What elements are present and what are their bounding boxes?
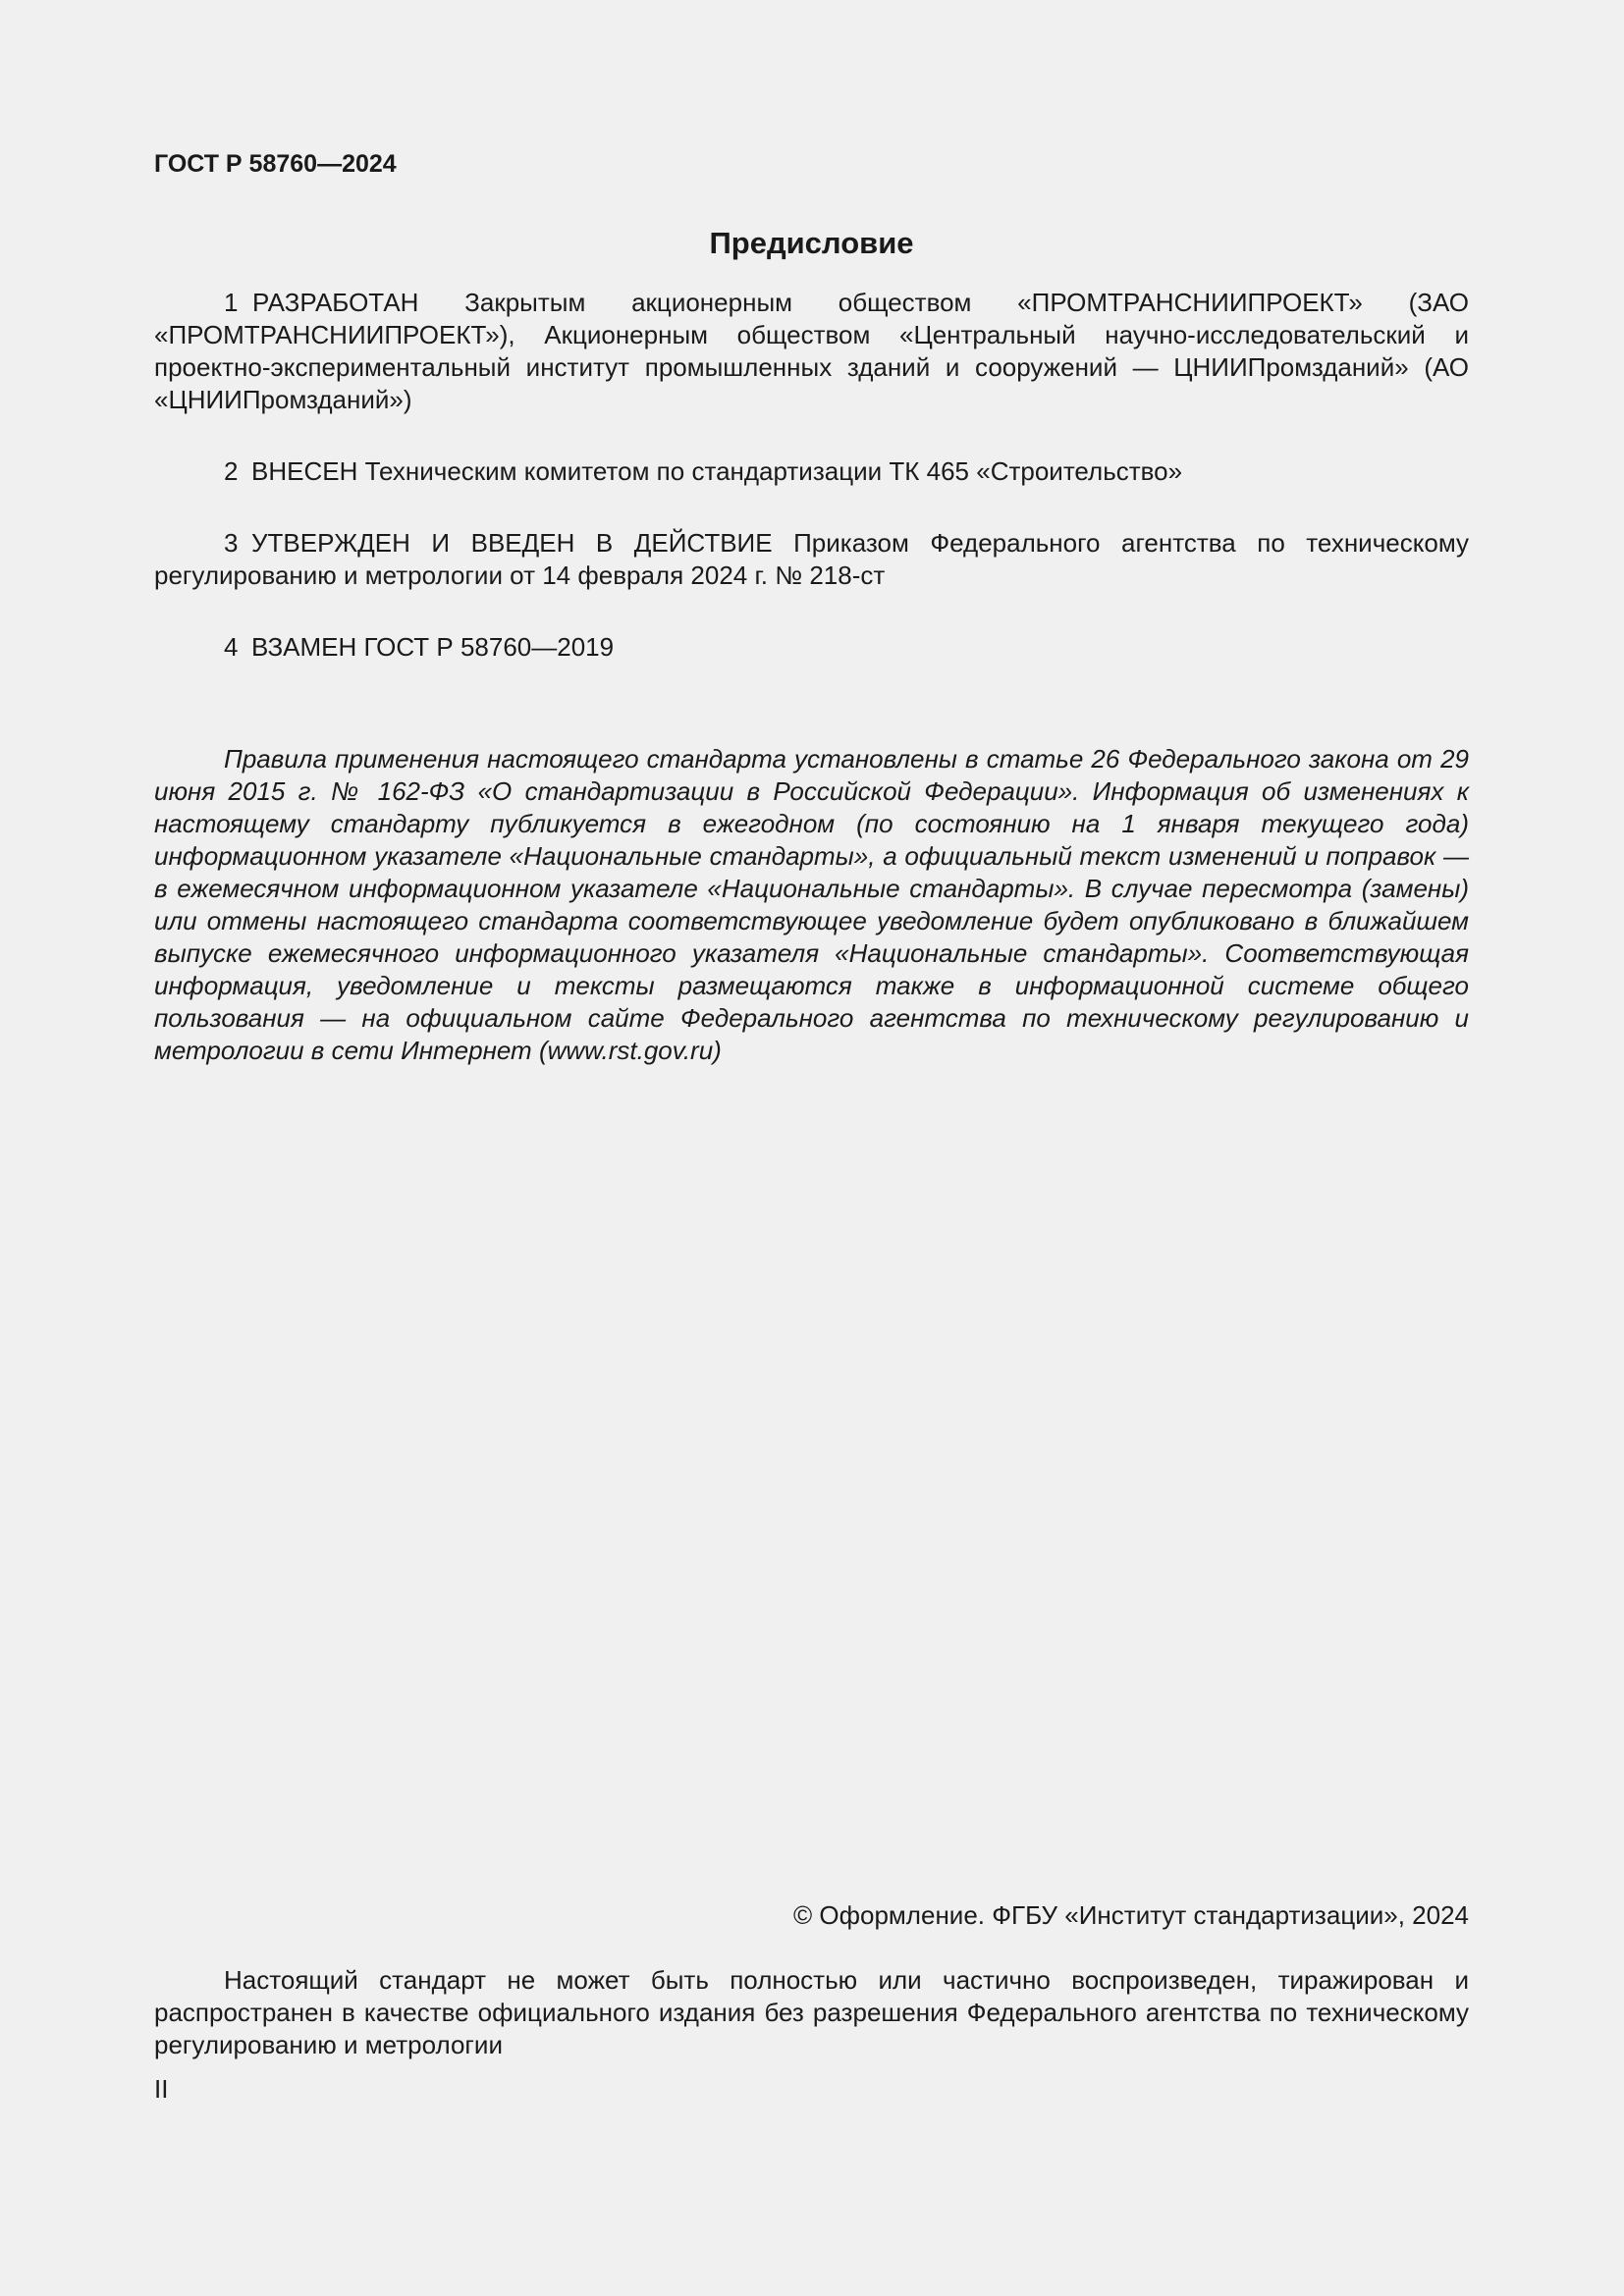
item-number: 1 (224, 288, 239, 317)
foreword-item-4 (154, 631, 1469, 664)
application-rules-paragraph: Правила применения настоящего стандарта установлены в статье 26 Федерального закона от 29 июня 2015 г. № 162-ФЗ «О стандартизации в Российской Федерации». Информация об изменениях к настоящему стандарту публикуется в ежегодном (по состоянию на 1 января текущего года) информационном указателе «Национальные стандарты», а официальный текст изменений и поправок — в ежемесячном информационном указателе «Национальные стандарты». В случае пересмотра (замены) или отмены настоящего стандарта соответствующее уведомление будет опубликовано в ближайшем выпуске ежемесячного информационного указателя «Национальные стандарты». Соответствующая информация, уведомление и тексты размещаются также в информационной системе общего пользования — на официальном сайте Федерального агентства по техническому регулированию и метрологии в сети Интернет (www.rst.gov.ru) (154, 744, 1469, 1065)
item-text: ВЗАМЕН ГОСТ Р 58760—2019 (251, 632, 615, 662)
item-text: ВНЕСЕН Техническим комитетом по стандартизации ТК 465 «Строительство» (251, 456, 1183, 486)
item-text: РАЗРАБОТАН Закрытым акционерным обществом «ПРОМТРАНСНИИПРОЕКТ» (ЗАО «ПРОМТРАНСНИИПРОЕКТ»), Акционерным обществом «Центральный научно-исследовательский и проектно-экспериментальный институт промышленных зданий и сооружений — ЦНИИПромзданий» (АО «ЦНИИПромзданий») (154, 288, 1469, 414)
page-number: II (154, 2074, 169, 2104)
page-title: Предисловие (709, 226, 914, 260)
item-number: 2 (224, 456, 239, 486)
reproduction-notice: Настоящий стандарт не может быть полностью или частично воспроизведен, тиражирован и распространен в качестве официального издания без разрешения Федерального агентства по техническому регулированию и метрологии (154, 1965, 1469, 2059)
foreword-item-2 (154, 455, 1469, 488)
item-text: УТВЕРЖДЕН И ВВЕДЕН В ДЕЙСТВИЕ Приказом Федерального агентства по техническому регулированию и метрологии от 14 февраля 2024 г. № 218-ст (154, 528, 1469, 590)
item-number: 3 (224, 528, 239, 558)
document-code: ГОСТ Р 58760—2024 (154, 150, 397, 178)
foreword-item-1 (154, 287, 1469, 416)
foreword-items (154, 287, 1469, 703)
copyright-line: © Оформление. ФГБУ «Институт стандартизации», 2024 (793, 1900, 1469, 1930)
foreword-item-3 (154, 527, 1469, 592)
item-number: 4 (224, 632, 239, 662)
